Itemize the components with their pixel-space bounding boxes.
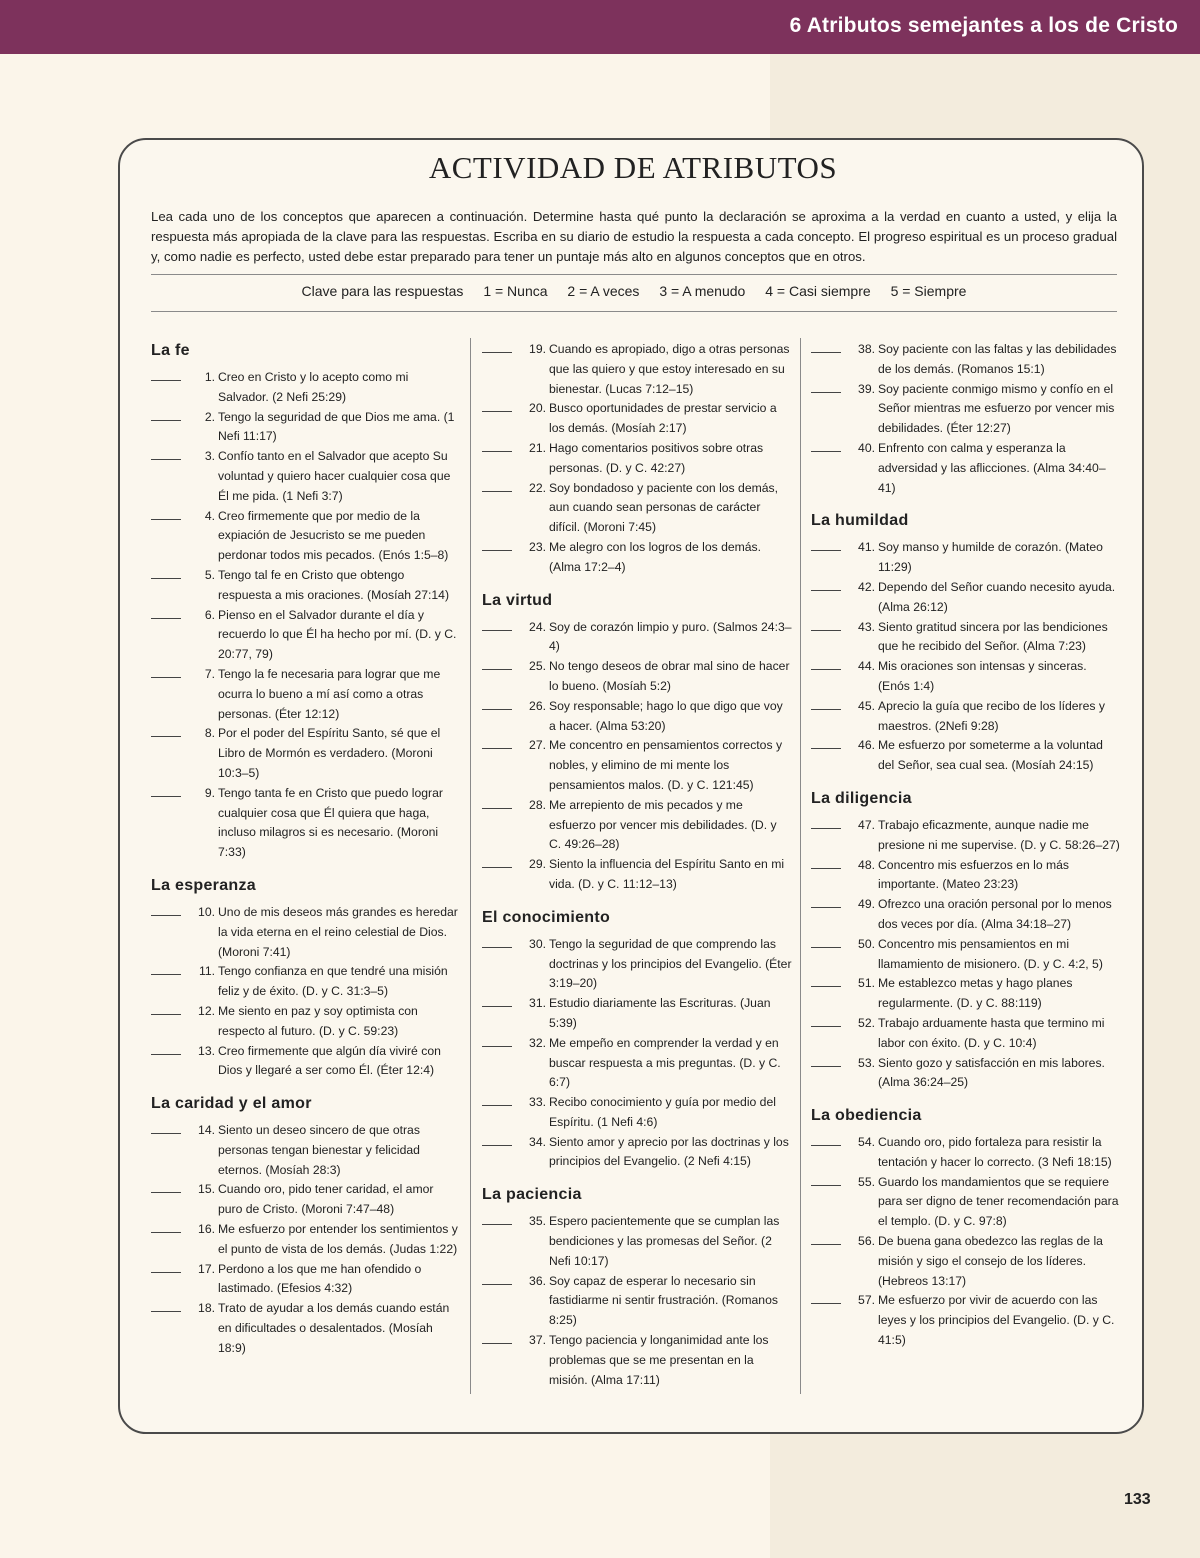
statement-number: 39. [858, 381, 875, 396]
statement-text: Tengo tal fe en Cristo que obtengo respuesta a mis oraciones. (Mosíah 27:14) [218, 567, 449, 602]
section-title: La fe [151, 342, 190, 359]
statement-item [151, 606, 461, 665]
statement-text: Soy responsable; hago lo que digo que voy a hacer. (Alma 53:20) [549, 698, 783, 733]
statement-number: 12. [198, 1003, 215, 1018]
statement-text: Tengo confianza en que tendré una misión feliz y de éxito. (D. y C. 31:3–5) [218, 964, 448, 999]
answer-blank[interactable] [482, 1093, 512, 1106]
statement-text: Me siento en paz y soy optimista con respecto al futuro. (D. y C. 59:23) [218, 1003, 418, 1038]
statement-item [811, 816, 1121, 856]
statement-text: Tengo la fe necesaria para lograr que me ocurra lo bueno a mí así como a otras personas. (Éter 12:12) [218, 666, 441, 721]
statement-number: 20. [529, 401, 546, 416]
answer-blank[interactable] [151, 1121, 181, 1134]
statement-text: Me concentro en pensamientos correctos y nobles, y elimino de mi mente los pensamientos malos. (D. y C. 121:45) [549, 738, 783, 792]
statement-text: Confío tanto en el Salvador que acepto Su voluntad y quiero hacer cualquier cosa que Él me pida. (1 Nefi 3:7) [218, 449, 451, 503]
statement-number: 8. [204, 726, 215, 741]
statement-number: 34. [529, 1134, 546, 1149]
answer-blank[interactable] [151, 368, 181, 381]
statement-item [482, 736, 792, 795]
answer-blank[interactable] [482, 697, 512, 710]
chapter-title: 6 Atributos semejantes a los de Cristo [789, 14, 1178, 37]
answer-blank[interactable] [811, 439, 841, 452]
answer-blank[interactable] [482, 1212, 512, 1225]
statement-item [811, 578, 1121, 618]
statement-item [482, 1212, 792, 1271]
statement-item [811, 657, 1121, 697]
answer-blank[interactable] [482, 935, 512, 948]
activity-intro: Lea cada uno de los conceptos que aparecen a continuación. Determine hasta qué punto la declaración se aproxima a la verdad en cuanto a usted, y elija la respuesta más apropiada de la clave para las respuestas. Escriba en su diario de estudio la respuesta a cada concepto. El progreso espiritual es un proceso gradual y, como nadie es perfecto, usted debe estar preparado para tener un puntaje más alto en algunos conceptos que en otros. [151, 209, 1117, 264]
statement-number: 23. [529, 539, 546, 554]
column-2 [482, 340, 792, 1390]
column-divider [470, 338, 471, 1394]
statement-number: 43. [858, 619, 875, 634]
statement-number: 52. [858, 1015, 875, 1030]
answer-blank[interactable] [811, 736, 841, 749]
statement-number: 40. [858, 440, 875, 455]
statement-text: Me esfuerzo por someterme a la voluntad del Señor, sea cual sea. (Mosíah 24:15) [878, 738, 1103, 773]
statement-number: 10. [198, 904, 215, 919]
statement-text: Siento la influencia del Espíritu Santo en mi vida. (D. y C. 11:12–13) [549, 857, 785, 891]
statement-text: Guardo los mandamientos que se requiere para ser digno de tener recomendación para el templo. (D. y C. 97:8) [878, 1174, 1119, 1229]
statement-text: Dependo del Señor cuando necesito ayuda. (Alma 26:12) [878, 579, 1116, 614]
statement-item [151, 566, 461, 606]
statement-number: 38. [858, 342, 875, 356]
statement-item [151, 1180, 461, 1220]
statement-text: Ofrezco una oración personal por lo menos dos veces por día. (Alma 34:18–27) [878, 897, 1112, 931]
statement-item [151, 962, 461, 1002]
answer-blank[interactable] [151, 1260, 181, 1273]
answer-key-option: 4 = Casi siempre [765, 283, 871, 299]
statement-number: 50. [858, 936, 875, 951]
statement-number: 28. [529, 797, 546, 812]
answer-blank[interactable] [151, 724, 181, 737]
statement-number: 53. [858, 1055, 875, 1070]
answer-key-option: 5 = Siempre [890, 283, 967, 299]
section-title: La esperanza [151, 876, 256, 894]
statement-number: 41. [858, 540, 875, 555]
answer-key-option: 3 = A menudo [659, 283, 746, 299]
statement-item [151, 784, 461, 863]
statement-item [482, 697, 792, 737]
statement-text: Trabajo eficazmente, aunque nadie me presione ni me supervise. (D. y C. 58:26–27) [878, 817, 1120, 852]
statement-text: Siento amor y aprecio por las doctrinas y los principios del Evangelio. (2 Nefi 4:15) [549, 1134, 789, 1169]
statement-number: 3. [204, 449, 215, 464]
statement-number: 55. [858, 1174, 875, 1189]
statement-item [482, 796, 792, 855]
answer-blank[interactable] [811, 538, 841, 551]
section-title: El conocimiento [482, 908, 611, 926]
statement-item [151, 1299, 461, 1358]
statement-item [151, 507, 461, 566]
statement-item [811, 697, 1121, 737]
answer-key-option: 2 = A veces [567, 283, 640, 299]
answer-blank[interactable] [482, 796, 512, 809]
statement-text: Uno de mis deseos más grandes es heredar la vida eterna en el reino celestial de Dios. (Moroni 7:41) [218, 904, 458, 959]
statement-number: 57. [858, 1293, 875, 1308]
statement-text: Aprecio la guía que recibo de los líderes y maestros. (2Nefi 9:28) [878, 698, 1105, 733]
statement-number: 21. [529, 440, 546, 455]
activity-title: ACTIVIDAD DE ATRIBUTOS [428, 150, 838, 185]
statement-number: 30. [529, 936, 546, 951]
statement-number: 27. [529, 738, 546, 753]
statement-text: Estudio diariamente las Escrituras. (Juan 5:39) [549, 996, 771, 1030]
answer-key-label: Clave para las respuestas [301, 283, 464, 299]
statement-item [482, 935, 792, 994]
statement-number: 48. [858, 857, 875, 872]
statement-number: 11. [198, 964, 215, 979]
statement-text: Hago comentarios positivos sobre otras personas. (D. y C. 42:27) [549, 440, 764, 475]
section-title: La obediencia [811, 1107, 922, 1125]
chapter-header-bar [0, 0, 1200, 54]
statement-number: 31. [529, 996, 546, 1011]
column-1 [151, 340, 461, 1359]
statement-text: Cuando es apropiado, digo a otras personas que las quiero y que estoy interesado en su bienestar. (Lucas 7:12–15) [549, 342, 790, 396]
statement-text: Tengo la seguridad de que comprendo las doctrinas y los principios del Evangelio. (Éter 3:19–20) [549, 936, 792, 991]
answer-blank[interactable] [811, 856, 841, 869]
answer-blank[interactable] [482, 994, 512, 1007]
statement-item [811, 538, 1121, 578]
statement-item [811, 1232, 1121, 1291]
statement-item [482, 1093, 792, 1133]
statement-item [811, 1173, 1121, 1232]
statement-text: Mis oraciones son intensas y sinceras. (Enós 1:4) [878, 659, 1087, 693]
answer-key-option: 1 = Nunca [483, 283, 548, 299]
answer-blank[interactable] [482, 479, 512, 492]
statement-text: Soy de corazón limpio y puro. (Salmos 24:3–4) [549, 619, 792, 654]
statement-text: Por el poder del Espíritu Santo, sé que el Libro de Mormón es verdadero. (Moroni 10:3–5) [218, 726, 441, 780]
answer-blank[interactable] [151, 1002, 181, 1015]
statement-number: 56. [858, 1234, 875, 1249]
column-divider [800, 338, 801, 1394]
statement-item [482, 1133, 792, 1173]
section-title: La caridad y el amor [151, 1095, 312, 1113]
statement-item [151, 724, 461, 783]
statement-number: 7. [204, 666, 215, 681]
answer-blank[interactable] [482, 1034, 512, 1047]
statement-text: Tengo tanta fe en Cristo que puedo lograr cualquier cosa que Él quiera que haga, incluso milagros si es necesario. (Moroni 7:33) [218, 785, 443, 860]
answer-blank[interactable] [811, 618, 841, 631]
answer-blank[interactable] [811, 974, 841, 987]
statement-item [482, 1331, 792, 1390]
statement-item [482, 1272, 792, 1331]
statement-text: De buena gana obedezco las reglas de la misión y sigo el consejo de los líderes. (Hebreos 13:17) [878, 1234, 1103, 1288]
statement-text: Soy paciente conmigo mismo y confío en el Señor mientras me esfuerzo por vencer mis debilidades. (Éter 12:27) [878, 381, 1115, 436]
statement-text: Concentro mis pensamientos en mi llamamiento de misionero. (D. y C. 4:2, 5) [878, 936, 1103, 971]
statement-number: 54. [858, 1135, 875, 1150]
answer-blank[interactable] [482, 439, 512, 452]
answer-blank[interactable] [482, 855, 512, 868]
statement-number: 15. [198, 1182, 215, 1197]
statement-item [151, 1260, 461, 1300]
statement-number: 46. [858, 738, 875, 753]
statement-item [482, 399, 792, 439]
statement-item [482, 538, 792, 578]
statement-text: Concentro mis esfuerzos en lo más importante. (Mateo 23:23) [878, 857, 1070, 892]
statement-text: Busco oportunidades de prestar servicio a los demás. (Mosíah 2:17) [549, 401, 777, 436]
answer-blank[interactable] [811, 1173, 841, 1186]
answer-blank[interactable] [811, 1232, 841, 1245]
section-title: La humildad [811, 512, 909, 530]
statement-item [811, 935, 1121, 975]
page-number: 133 [1124, 1491, 1151, 1508]
answer-blank[interactable] [151, 1042, 181, 1055]
answer-blank[interactable] [151, 447, 181, 460]
statement-number: 13. [198, 1043, 215, 1058]
statement-text: Me establezco metas y hago planes regularmente. (D. y C. 88:119) [878, 976, 1073, 1011]
answer-blank[interactable] [811, 816, 841, 829]
statement-text: Soy manso y humilde de corazón. (Mateo 11:29) [878, 540, 1103, 575]
statement-number: 1. [204, 370, 215, 384]
statement-text: Pienso en el Salvador durante el día y recuerdo lo que Él ha hecho por mí. (D. y C. 20:77, 79) [218, 607, 457, 662]
answer-blank[interactable] [151, 784, 181, 797]
answer-blank[interactable] [482, 657, 512, 670]
statement-number: 49. [858, 897, 875, 912]
answer-blank[interactable] [811, 340, 841, 353]
statement-item [151, 1002, 461, 1042]
answer-blank[interactable] [482, 340, 512, 353]
statement-item [811, 618, 1121, 658]
statement-text: Me esfuerzo por entender los sentimientos y el punto de vista de los demás. (Judas 1:22) [218, 1222, 458, 1256]
statement-item [811, 380, 1121, 439]
answer-blank[interactable] [811, 1133, 841, 1146]
statement-item [482, 855, 792, 895]
answer-blank[interactable] [811, 1291, 841, 1304]
statement-item [811, 1054, 1121, 1094]
statement-text: Siento gratitud sincera por las bendiciones que he recibido del Señor. (Alma 7:23) [878, 619, 1108, 654]
statement-item [482, 994, 792, 1034]
answer-blank[interactable] [482, 1133, 512, 1146]
statement-number: 42. [858, 579, 875, 594]
statement-item [811, 439, 1121, 498]
statement-text: Cuando oro, pido fortaleza para resistir la tentación y hacer lo correcto. (3 Nefi 18:15) [878, 1135, 1112, 1169]
statement-item [482, 1034, 792, 1093]
statement-text: Recibo conocimiento y guía por medio del Espíritu. (1 Nefi 4:6) [549, 1095, 776, 1129]
answer-blank[interactable] [151, 665, 181, 678]
answer-blank[interactable] [151, 408, 181, 421]
statement-number: 9. [204, 785, 215, 800]
answer-blank[interactable] [811, 1014, 841, 1027]
statement-number: 29. [529, 857, 546, 872]
answer-blank[interactable] [482, 399, 512, 412]
statement-text: Trabajo arduamente hasta que termino mi labor con éxito. (D. y C. 10:4) [878, 1015, 1105, 1050]
statement-item [482, 618, 792, 658]
answer-blank[interactable] [151, 1220, 181, 1233]
statement-number: 32. [529, 1035, 546, 1050]
statement-number: 2. [204, 409, 215, 424]
answer-blank[interactable] [482, 736, 512, 749]
statement-text: Tengo paciencia y longanimidad ante los problemas que se me presentan en la misión. (Alma 17:11) [549, 1333, 769, 1387]
statement-number: 47. [858, 817, 875, 832]
answer-blank[interactable] [151, 606, 181, 619]
statement-item [811, 340, 1121, 380]
statement-text: Creo firmemente que por medio de la expiación de Jesucristo se me pueden perdonar todos mis pecados. (Enós 1:5–8) [218, 508, 449, 563]
answer-blank[interactable] [811, 895, 841, 908]
statement-number: 44. [858, 659, 875, 674]
statement-item [482, 479, 792, 538]
statement-item [811, 895, 1121, 935]
statement-text: Me esfuerzo por vivir de acuerdo con las leyes y los principios del Evangelio. (D. y C. 41:5) [878, 1293, 1115, 1348]
statement-item [151, 665, 461, 724]
statement-text: Perdono a los que me han ofendido o lastimado. (Efesios 4:32) [218, 1261, 422, 1296]
statement-text: Creo en Cristo y lo acepto como mi Salvador. (2 Nefi 25:29) [218, 370, 409, 404]
statement-number: 19. [529, 342, 546, 356]
statement-text: Espero pacientemente que se cumplan las bendiciones y las promesas del Señor. (2 Nefi 10:17) [549, 1214, 780, 1268]
statement-number: 17. [198, 1261, 215, 1276]
statement-text: Cuando oro, pido tener caridad, el amor puro de Cristo. (Moroni 7:47–48) [218, 1182, 434, 1217]
statement-item [151, 1042, 461, 1082]
section-title: La diligencia [811, 789, 912, 807]
section-title: La virtud [482, 591, 553, 609]
key-top-rule [151, 274, 1117, 275]
section-title: La paciencia [482, 1186, 582, 1204]
answer-blank[interactable] [151, 566, 181, 579]
statement-item [151, 1220, 461, 1260]
statement-number: 16. [198, 1222, 215, 1237]
answer-blank[interactable] [151, 903, 181, 916]
answer-blank[interactable] [151, 962, 181, 975]
statement-item [811, 856, 1121, 896]
statement-item [151, 1121, 461, 1180]
answer-blank[interactable] [482, 538, 512, 551]
statement-item [811, 1133, 1121, 1173]
statement-text: No tengo deseos de obrar mal sino de hacer lo bueno. (Mosíah 5:2) [549, 659, 790, 693]
answer-blank[interactable] [151, 507, 181, 520]
answer-blank[interactable] [811, 935, 841, 948]
statement-text: Me alegro con los logros de los demás. (Alma 17:2–4) [549, 539, 762, 574]
statement-text: Soy capaz de esperar lo necesario sin fastidiarme ni sentir frustración. (Romanos 8:25) [549, 1273, 778, 1328]
statement-text: Tengo la seguridad de que Dios me ama. (1 Nefi 11:17) [218, 409, 455, 444]
statement-text: Me arrepiento de mis pecados y me esfuerzo por vencer mis debilidades. (D. y C. 49:26–28) [549, 797, 777, 852]
answer-key [151, 283, 1117, 299]
column-3 [811, 340, 1121, 1351]
statement-number: 24. [529, 619, 546, 634]
statement-text: Siento un deseo sincero de que otras personas tengan bienestar y felicidad eternos. (Mosíah 28:3) [218, 1123, 420, 1177]
statement-number: 18. [198, 1301, 215, 1316]
statement-item [151, 447, 461, 506]
statement-item [811, 1291, 1121, 1350]
statement-number: 51. [858, 976, 875, 991]
statement-item [151, 903, 461, 962]
answer-blank[interactable] [811, 1054, 841, 1067]
answer-blank[interactable] [811, 697, 841, 710]
answer-blank[interactable] [811, 657, 841, 670]
statement-text: Trato de ayudar a los demás cuando están en dificultades o desalentados. (Mosíah 18:9) [218, 1301, 450, 1355]
answer-blank[interactable] [482, 618, 512, 631]
answer-blank[interactable] [482, 1331, 512, 1344]
statement-number: 14. [198, 1123, 215, 1138]
statement-item [482, 657, 792, 697]
statement-item [811, 1014, 1121, 1054]
statement-item [482, 439, 792, 479]
statement-item [482, 340, 792, 399]
answer-blank[interactable] [482, 1272, 512, 1285]
statement-text: Me empeño en comprender la verdad y en buscar respuesta a mis preguntas. (D. y C. 6:7) [549, 1035, 781, 1090]
key-bottom-rule [151, 311, 1117, 312]
statement-item [811, 736, 1121, 776]
statement-text: Creo firmemente que algún día viviré con Dios y llegaré a ser como Él. (Éter 12:4) [218, 1043, 441, 1078]
statement-number: 26. [529, 698, 546, 713]
statement-number: 6. [204, 607, 215, 622]
statement-number: 22. [529, 480, 546, 495]
statement-number: 36. [529, 1273, 546, 1288]
statement-number: 25. [529, 659, 546, 674]
answer-blank[interactable] [151, 1299, 181, 1312]
statement-text: Siento gozo y satisfacción en mis labores. (Alma 36:24–25) [878, 1055, 1105, 1090]
statement-number: 45. [858, 698, 875, 713]
statement-item [811, 974, 1121, 1014]
statement-number: 4. [204, 508, 215, 523]
statement-text: Soy paciente con las faltas y las debilidades de los demás. (Romanos 15:1) [878, 342, 1117, 376]
answer-blank[interactable] [151, 1180, 181, 1193]
statement-number: 37. [529, 1333, 546, 1348]
statement-item [151, 368, 461, 408]
statement-text: Soy bondadoso y paciente con los demás, aun cuando sean personas de carácter difícil. (Moroni 7:45) [549, 480, 779, 535]
statement-text: Enfrento con calma y esperanza la adversidad y las aflicciones. (Alma 34:40–41) [878, 440, 1106, 495]
answer-blank[interactable] [811, 380, 841, 393]
statement-item [151, 408, 461, 448]
statement-number: 35. [529, 1214, 546, 1229]
answer-blank[interactable] [811, 578, 841, 591]
statement-number: 5. [204, 567, 215, 582]
statement-number: 33. [529, 1095, 546, 1110]
